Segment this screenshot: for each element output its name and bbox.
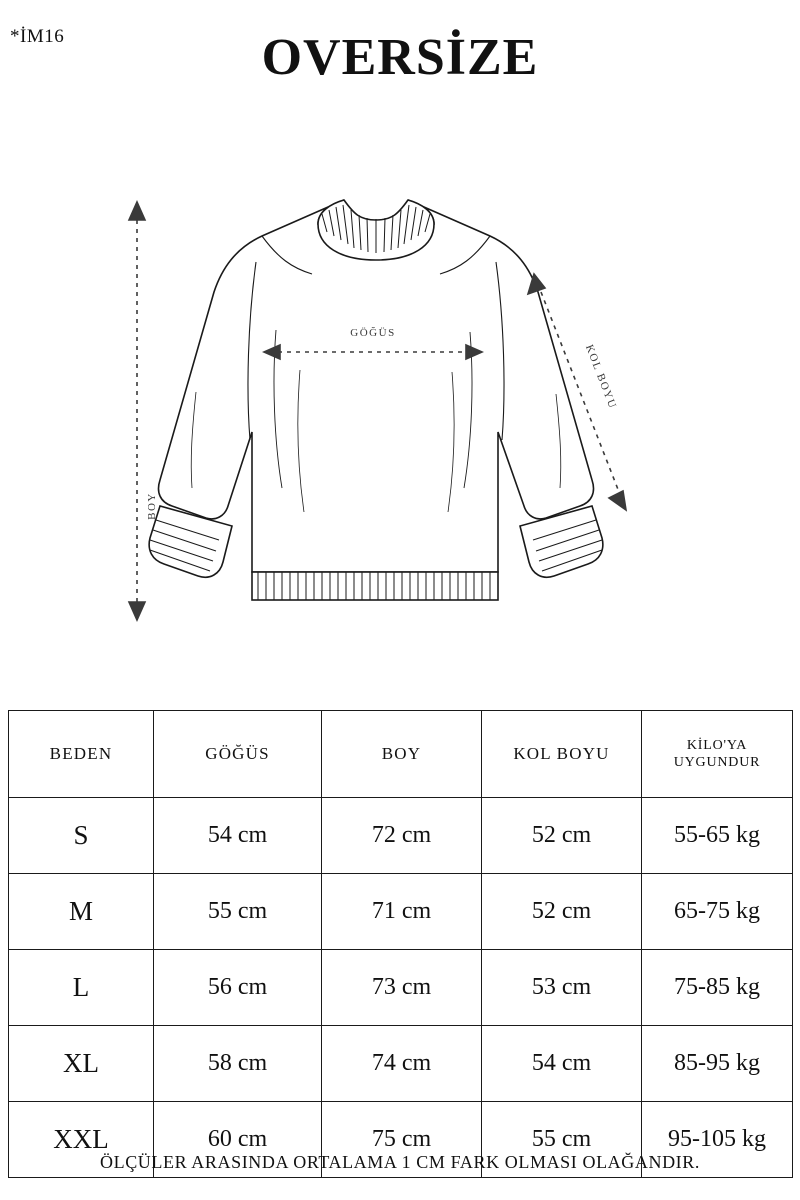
size-chart-table xyxy=(8,710,793,1178)
cell-gogus: 56 cm xyxy=(154,950,322,1026)
column-header-kilo-line2: UYGUNDUR xyxy=(673,755,761,770)
cell-boy: 73 cm xyxy=(322,950,482,1026)
cell-kol-boyu: 53 cm xyxy=(482,950,642,1026)
sku-code: *İM16 xyxy=(10,26,65,47)
cell-kol-boyu: 55 cm xyxy=(482,1102,642,1178)
column-header-boy: BOY xyxy=(322,711,482,798)
cell-kol-boyu: 54 cm xyxy=(482,1026,642,1102)
cell-gogus: 58 cm xyxy=(154,1026,322,1102)
cell-kilo: 85-95 kg xyxy=(642,1026,793,1102)
cell-kilo: 75-85 kg xyxy=(642,950,793,1026)
column-header-kol-boyu: KOL BOYU xyxy=(482,711,642,798)
cell-kilo: 65-75 kg xyxy=(642,874,793,950)
table-row xyxy=(9,1026,793,1102)
cell-boy: 74 cm xyxy=(322,1026,482,1102)
measurement-tolerance-note: ÖLÇÜLER ARASINDA ORTALAMA 1 CM FARK OLMASI OLAĞANDIR. xyxy=(100,1152,700,1172)
column-header-beden: BEDEN xyxy=(9,711,154,798)
cell-kilo: 95-105 kg xyxy=(642,1102,793,1178)
cell-gogus: 54 cm xyxy=(154,798,322,874)
table-row xyxy=(9,798,793,874)
table-row xyxy=(9,874,793,950)
cell-boy: 71 cm xyxy=(322,874,482,950)
cell-kilo: 55-65 kg xyxy=(642,798,793,874)
cell-gogus: 60 cm xyxy=(154,1102,322,1178)
cell-beden: L xyxy=(9,950,154,1026)
sleeve-label: KOL BOYU xyxy=(582,342,619,411)
page-title: OVERSİZE xyxy=(261,29,539,86)
table-header-row xyxy=(9,711,793,798)
length-measure-arrow xyxy=(129,202,145,620)
column-header-kilo xyxy=(642,711,793,798)
cell-beden: XL xyxy=(9,1026,154,1102)
cell-kol-boyu: 52 cm xyxy=(482,798,642,874)
column-header-gogus: GÖĞÜS xyxy=(154,711,322,798)
garment-illustration xyxy=(0,140,800,700)
chest-label: GÖĞÜS xyxy=(350,327,396,339)
cell-beden: S xyxy=(9,798,154,874)
cell-kol-boyu: 52 cm xyxy=(482,874,642,950)
cell-beden: XXL xyxy=(9,1102,154,1178)
length-label: BOY xyxy=(146,492,158,520)
column-header-kilo-line1: KİLO'YA xyxy=(686,737,748,753)
table-row xyxy=(9,950,793,1026)
cell-gogus: 55 cm xyxy=(154,874,322,950)
cell-boy: 75 cm xyxy=(322,1102,482,1178)
cell-beden: M xyxy=(9,874,154,950)
sweatshirt-drawing xyxy=(149,200,603,600)
cell-boy: 72 cm xyxy=(322,798,482,874)
